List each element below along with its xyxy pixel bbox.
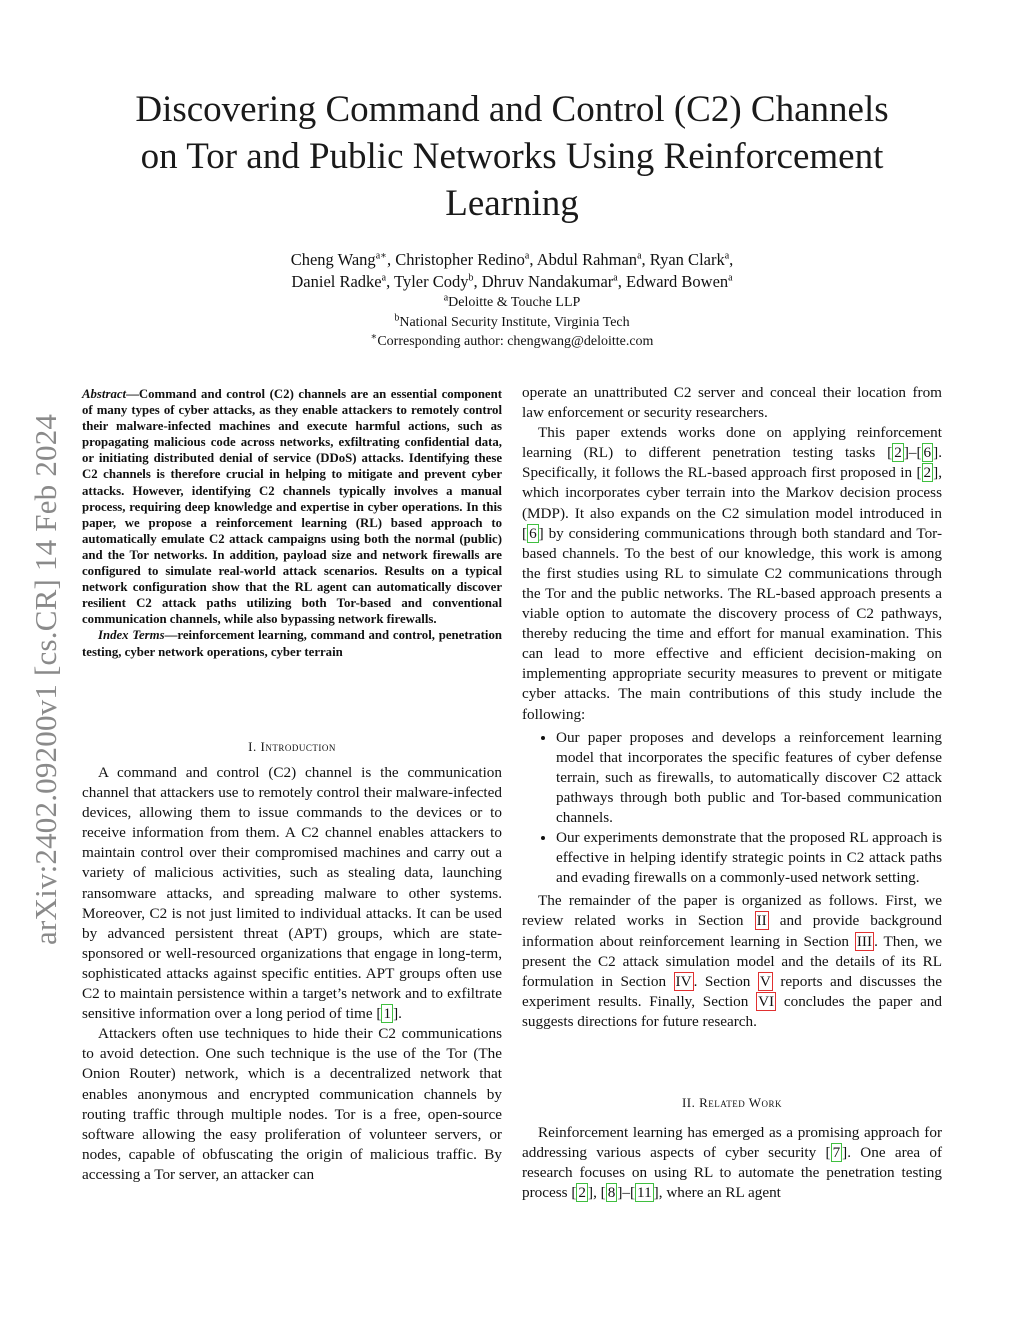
citation-link[interactable]: 2 bbox=[894, 444, 902, 462]
author-line: Daniel Radke$^a$, Tyler Cody$^b$, Dhruv Nandakumar$^a$, Edward Bowen$^a$ bbox=[291, 272, 733, 291]
list-item: • Our experiments demonstrate that the proposed RL approach is effective in helping identify strategic points in C2 attack paths and evading firewalls on a commonly-used network setting. bbox=[556, 828, 942, 888]
author-sup: a bbox=[728, 272, 733, 284]
citation-link[interactable]: 7 bbox=[832, 1144, 841, 1162]
paragraph bbox=[522, 891, 942, 1032]
citation-link[interactable]: 1 bbox=[383, 1005, 392, 1023]
affiliation-sup: a bbox=[443, 292, 449, 304]
affiliation bbox=[80, 293, 944, 313]
section-number: I. bbox=[248, 739, 261, 754]
arxiv-side-label: arXiv:2402.09200v1 [cs.CR] 14 Feb 2024 bbox=[28, 413, 63, 945]
affiliation bbox=[80, 313, 944, 333]
right-column-body bbox=[522, 383, 942, 1032]
affiliation bbox=[80, 332, 944, 352]
index-terms-text: —reinforcement learning, command and control, penetration testing, cyber network operations, cyber terrain bbox=[82, 628, 503, 659]
abstract-label: Abstract bbox=[82, 387, 127, 401]
author-sup: a bbox=[381, 272, 387, 284]
citation-link[interactable]: 6 bbox=[923, 444, 932, 462]
author-name: Cheng Wang bbox=[290, 250, 376, 269]
title-line: Discovering Command and Control (C2) Channels bbox=[135, 89, 889, 130]
author-sup: a bbox=[524, 250, 530, 262]
paragraph: A command and control (C2) channel is the communication channel that attackers use to remotely control their malware-infected devices, allowing them to issue commands to the devices or to receive information from them. A C2 channel enables attackers to maintain control over their compromised machines and carry out a variety of malicious activities, such as stealing data, launching ransomware attacks, and spreading malware to other systems. Moreover, C2 is not just limited to individual attacks. It can be used by advanced persistent threat (APT) groups, which are state-sponsored or well-resourced organizations that engage in long-term, sophisticated attacks against specific entities. APT groups often use C2 to maintain persistence within a target’s network and to exfiltrate sensitive information over a long period of time [ 1 ]. bbox=[82, 764, 502, 1023]
index-terms bbox=[82, 627, 502, 659]
section-link[interactable]: VI bbox=[758, 992, 775, 1010]
abstract-body bbox=[82, 386, 502, 627]
section-link[interactable]: V bbox=[759, 972, 771, 990]
citation-link[interactable]: 11 bbox=[637, 1184, 652, 1202]
author-list bbox=[80, 249, 944, 293]
contribution-list bbox=[522, 728, 942, 889]
paragraph-text: A command and control (C2) channel is the communication channel that attackers use to remotely control their malware-infected devices, allowing them to issue commands to the devices or to receive information from them. A C2 channel enables attackers to maintain control over their compromised machines and carry out a variety of malicious activities, such as stealing data, launching ransomware attacks, and spreading malware to other systems. Moreover, C2 is not just limited to individual attacks. It can be used by advanced persistent threat (APT) groups, which are state-sponsored or well-resourced organizations that engage in long-term, sophisticated attacks against specific entities. APT groups often use C2 to maintain persistence within a target’s network and to exfiltrate sensitive information over a long period of time bbox=[82, 764, 502, 1023]
title-line: Learning bbox=[445, 183, 579, 224]
section-number: II. bbox=[681, 1095, 700, 1110]
paragraph-text: concludes the paper and suggests directions for future research. bbox=[522, 992, 942, 1030]
section-title: Introduction bbox=[260, 739, 336, 754]
paragraph-text: This paper extends works done on applying reinforcement learning (RL) to different penetration testing tasks bbox=[522, 424, 942, 462]
author-name: Edward Bowen bbox=[625, 272, 729, 291]
section-heading-introduction bbox=[82, 739, 502, 755]
affiliation-text: Corresponding author: chengwang@deloitte.com bbox=[377, 334, 654, 349]
citation-link[interactable]: 2 bbox=[578, 1184, 587, 1202]
author-name: Daniel Radke bbox=[291, 272, 382, 291]
paragraph-text: . One area of research focuses on using RL to automate the penetration testing process bbox=[522, 1144, 943, 1202]
paragraph-text: Reinforcement learning has emerged as a promising approach for addressing various aspects of cyber security bbox=[522, 1124, 942, 1162]
author-sup: a∗ bbox=[375, 250, 387, 262]
author-name: Tyler Cody bbox=[394, 272, 469, 291]
affiliation-text: Deloitte & Touche LLP bbox=[448, 295, 581, 310]
related-work-body bbox=[522, 1123, 942, 1203]
list-item: • Our paper proposes and develops a reinforcement learning model that incorporates the specific features of cyber defense terrain, such as firewalls, to automatically discover C2 attack pathways through both public and Tor-based communication channels. bbox=[556, 728, 942, 828]
section-link[interactable]: III bbox=[856, 932, 873, 950]
section-link[interactable]: IV bbox=[675, 972, 692, 990]
author-sup: a bbox=[637, 250, 642, 262]
left-column-body bbox=[82, 763, 502, 1185]
section-title: Related Work bbox=[699, 1095, 783, 1110]
paragraph: This paper extends works done on applying reinforcement learning (RL) to different penetration testing tasks [ 2 ]–[ 6 ]. Specifically, it follows the RL-based approach first proposed in [ 2 ], which incorporates cyber terrain into the Markov decision process (MDP). It also expands on the C2 simulation model introduced in [ 6 ] by considering communications through both standard and Tor-based channels. To the best of our knowledge, this work is among the first studies using RL to simulate C2 communications through the Tor and the public networks. The RL-based approach presents a viable option to automate the discovery process of C2 pathways, thereby reducing the time and effort for manual examination. This can lead to more effective and efficient decision-making on implementing appropriate security measures to prevent or mitigate cyber attacks. The main contributions of this study include the following: bbox=[522, 424, 942, 723]
paragraph-text: and provide background information about reinforcement learning in Section bbox=[522, 912, 942, 950]
author-sup: b bbox=[468, 272, 474, 284]
affiliation-list bbox=[80, 293, 944, 352]
paragraph-text: The remainder of the paper is organized as follows. First, we review related works in Section bbox=[522, 892, 942, 930]
section-link[interactable]: II bbox=[756, 912, 767, 930]
paragraph-text: . Specifically, it follows the RL-based approach first proposed in bbox=[522, 444, 942, 482]
paper-title bbox=[80, 86, 944, 227]
author-sup: a bbox=[613, 272, 618, 284]
section-heading-related-work bbox=[522, 1095, 942, 1111]
author-name: Ryan Clark bbox=[649, 250, 725, 269]
author-line: Cheng Wang$^{a∗}$, Christopher Redino$^a$, Abdul Rahman$^a$, Ryan Clark$^a$, bbox=[290, 250, 734, 269]
author-name: Christopher Redino bbox=[395, 250, 525, 269]
citation-link[interactable]: 2 bbox=[923, 464, 932, 482]
citation-link[interactable]: 6 bbox=[529, 524, 537, 542]
author-sup: a bbox=[724, 250, 730, 262]
paragraph-text: . Then, we present the C2 attack simulation model and the details of its RL formulation in Section bbox=[522, 932, 943, 990]
paragraph-text: , which incorporates cyber terrain into the Markov decision process (MDP). It also expands on the C2 simulation model introduced in bbox=[522, 464, 942, 522]
affiliation-sup: b bbox=[394, 311, 400, 323]
affiliation-text: National Security Institute, Virginia Tech bbox=[399, 314, 630, 330]
paragraph-text: , where an RL agent bbox=[658, 1184, 781, 1202]
citation-link[interactable]: 8 bbox=[607, 1184, 616, 1202]
paragraph: Reinforcement learning has emerged as a promising approach for addressing various aspects of cyber security [ 7 ]. One area of research focuses on using RL to automate the penetration testing process [ 2 ], [ 8 ]–[ 11 ], where an RL agent bbox=[522, 1124, 943, 1202]
abstract bbox=[82, 386, 502, 660]
paragraph-text: . Section bbox=[693, 972, 758, 990]
affiliation-sup: ∗ bbox=[370, 331, 378, 343]
author-name: Abdul Rahman bbox=[536, 250, 638, 269]
paragraph-text: by considering communications through both standard and Tor-based channels. To the best of our knowledge, this work is among the first studies using RL to simulate C2 communications through the Tor and the public networks. The RL-based approach presents a viable option to automate the discovery process of C2 pathways, thereby reducing the time and effort for manual examination. This can lead to more effective and efficient decision-making on implementing appropriate security measures to prevent or mitigate cyber attacks. The main contributions of this study include the following: bbox=[522, 524, 942, 723]
paragraph: Attackers often use techniques to hide their C2 communications to avoid detection. One such technique is the use of the Tor (The Onion Router) network, which is a decentralized network that enables anonymous and encrypted communication channels by routing traffic through multiple nodes. Tor is a free, open-source software allowing the easy proliferation of volunteer servers, or nodes, capable of obfuscating the origin of malicious traffic. By accessing a Tor server, an attacker can bbox=[82, 1025, 502, 1183]
title-line: on Tor and Public Networks Using Reinforcement bbox=[140, 136, 884, 177]
paragraph-text: reports and discusses the experiment results. Finally, Section bbox=[522, 972, 942, 1010]
paragraph: operate an unattributed C2 server and conceal their location from law enforcement or security researchers. bbox=[522, 384, 942, 422]
author-name: Dhruv Nandakumar bbox=[481, 272, 614, 291]
abstract-text: —Command and control (C2) channels are an essential component of many types of cyber attacks, as they enable attackers to remotely control their malware-infected machines and execute harmful actions, such as propagating malicious code across networks, exfiltrating confidential data, or initiating distributed denial of service (DDoS) attacks. Identifying these C2 channels is therefore crucial in helping to mitigate and prevent cyber attacks. However, identifying C2 channels typically involves a manual process, requiring deep knowledge and expertise in cyber operations. In this paper, we propose a reinforcement learning (RL) based approach to automatically emulate C2 attack campaigns using both the normal (public) and the Tor networks. In addition, payload size and network firewalls are configured to simulate real-world attack scenarios. Results on a typical network configuration show that the RL agent can automatically discover resilient C2 attack paths utilizing both Tor-based and conventional communication channels, while also bypassing network firewalls. bbox=[82, 387, 502, 627]
index-terms-label: Index Terms bbox=[98, 628, 165, 643]
